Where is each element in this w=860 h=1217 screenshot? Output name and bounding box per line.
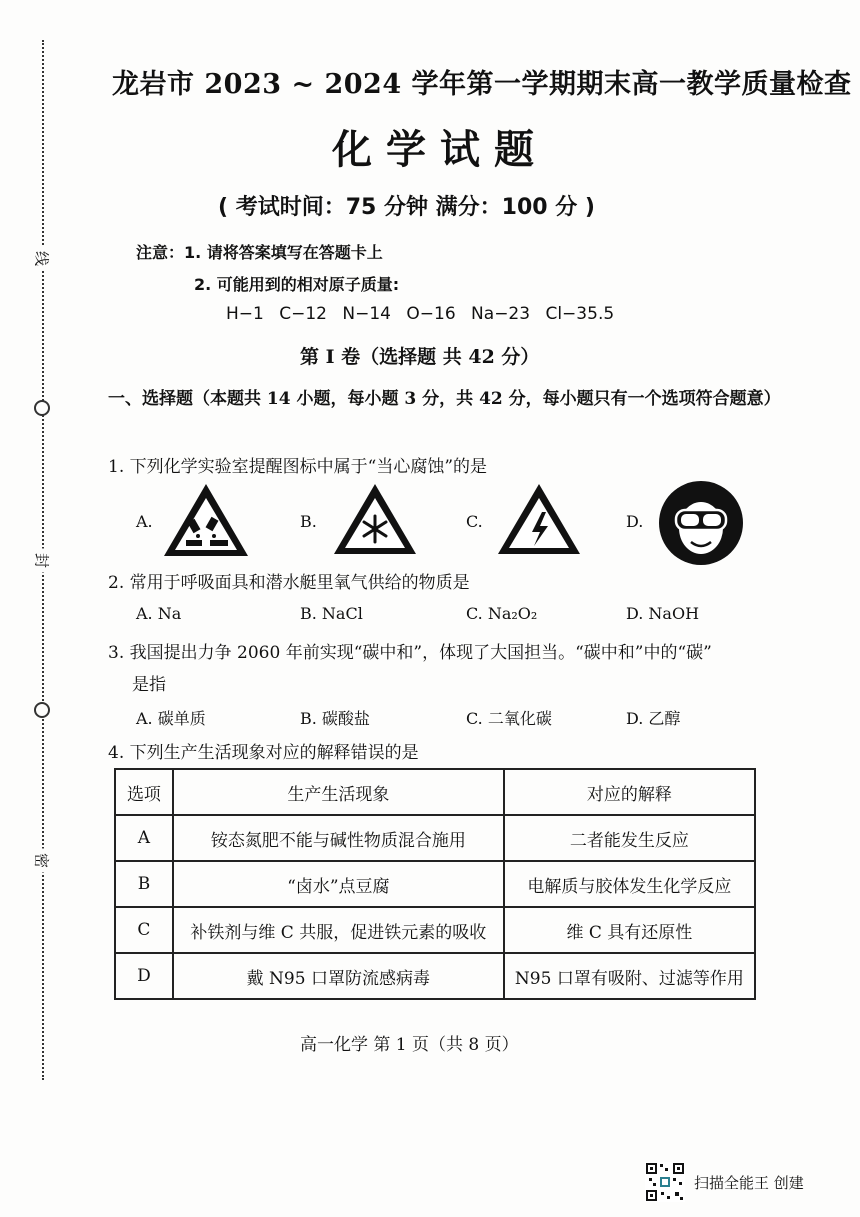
margin-char-xian: 线 — [32, 247, 53, 271]
q4-table — [114, 768, 756, 1000]
q3-option-c: C. 二氧化碳 — [466, 709, 552, 728]
margin-char-feng: 封 — [32, 549, 53, 573]
electric-shock-warning-icon — [494, 480, 584, 558]
table-row — [115, 815, 755, 861]
table-row — [115, 953, 755, 999]
table-cell: “卤水”点豆腐 — [173, 861, 504, 907]
q3-option-a: A. 碳单质 — [136, 709, 206, 728]
margin-circle — [34, 702, 50, 718]
page-footer: 高一化学 第 1 页（共 8 页） — [300, 1035, 519, 1055]
q1-option-c-label: C. — [466, 512, 483, 531]
atomic-masses: H−1 C−12 N−14 O−16 Na−23 Cl−35.5 — [226, 304, 615, 324]
q2-option-a: A. Na — [136, 604, 182, 623]
part-heading: 一、选择题（本题共 14 小题，每小题 3 分，共 42 分，每小题只有一个选项符合题意） — [108, 389, 781, 409]
table-row — [115, 907, 755, 953]
q4-stem: 4. 下列生产生活现象对应的解释错误的是 — [108, 743, 419, 763]
corrosive-warning-icon — [160, 480, 252, 560]
exam-title: 龙岩市 2023 ~ 2024 学年第一学期期末高一教学质量检查 — [112, 69, 852, 100]
exam-info: ( 考试时间：75 分钟 满分：100 分 ) — [218, 195, 595, 220]
table-cell: 戴 N95 口罩防流感病毒 — [173, 953, 504, 999]
q2-option-c: C. Na₂O₂ — [466, 604, 538, 623]
goggles-required-icon — [658, 480, 744, 566]
q2-option-d: D. NaOH — [626, 604, 700, 623]
note-2: 2. 可能用到的相对原子质量: — [194, 275, 400, 294]
table-row — [115, 861, 755, 907]
q3-option-d: D. 乙醇 — [626, 709, 681, 728]
table-cell: N95 口罩有吸附、过滤等作用 — [504, 953, 755, 999]
q1-option-b-label: B. — [300, 512, 317, 531]
scanner-watermark: 扫描全能王 创建 — [694, 1174, 804, 1192]
table-header-explanation: 对应的解释 — [504, 769, 755, 815]
margin-char-mi: 密 — [32, 849, 53, 873]
q1-option-d-label: D. — [626, 512, 644, 531]
table-cell: D — [115, 953, 173, 999]
q2-stem: 2. 常用于呼吸面具和潜水艇里氧气供给的物质是 — [108, 573, 470, 593]
q3-option-b: B. 碳酸盐 — [300, 709, 370, 728]
table-header-option: 选项 — [115, 769, 173, 815]
table-cell: 维 C 具有还原性 — [504, 907, 755, 953]
qr-code-icon — [645, 1162, 685, 1202]
q2-option-b: B. NaCl — [300, 604, 363, 623]
note-1: 注意：1. 请将答案填写在答题卡上 — [136, 243, 383, 262]
table-cell: 补铁剂与维 C 共服，促进铁元素的吸收 — [173, 907, 504, 953]
low-temperature-warning-icon — [330, 480, 420, 558]
table-cell: B — [115, 861, 173, 907]
table-cell: C — [115, 907, 173, 953]
margin-circle — [34, 400, 50, 416]
table-cell: 铵态氮肥不能与碱性物质混合施用 — [173, 815, 504, 861]
table-header-phenomenon: 生产生活现象 — [173, 769, 504, 815]
q3-stem-line2: 是指 — [132, 675, 166, 695]
q1-option-a-label: A. — [136, 512, 153, 531]
table-header-row — [115, 769, 755, 815]
section-title: 第 I 卷（选择题 共 42 分） — [300, 346, 540, 368]
subject-title: 化学试题 — [332, 126, 548, 173]
table-cell: 二者能发生反应 — [504, 815, 755, 861]
q3-stem-line1: 3. 我国提出力争 2060 年前实现“碳中和”，体现了大国担当。“碳中和”中的“碳” — [108, 643, 712, 663]
table-cell: 电解质与胶体发生化学反应 — [504, 861, 755, 907]
table-cell: A — [115, 815, 173, 861]
q1-stem: 1. 下列化学实验室提醒图标中属于“当心腐蚀”的是 — [108, 457, 488, 477]
